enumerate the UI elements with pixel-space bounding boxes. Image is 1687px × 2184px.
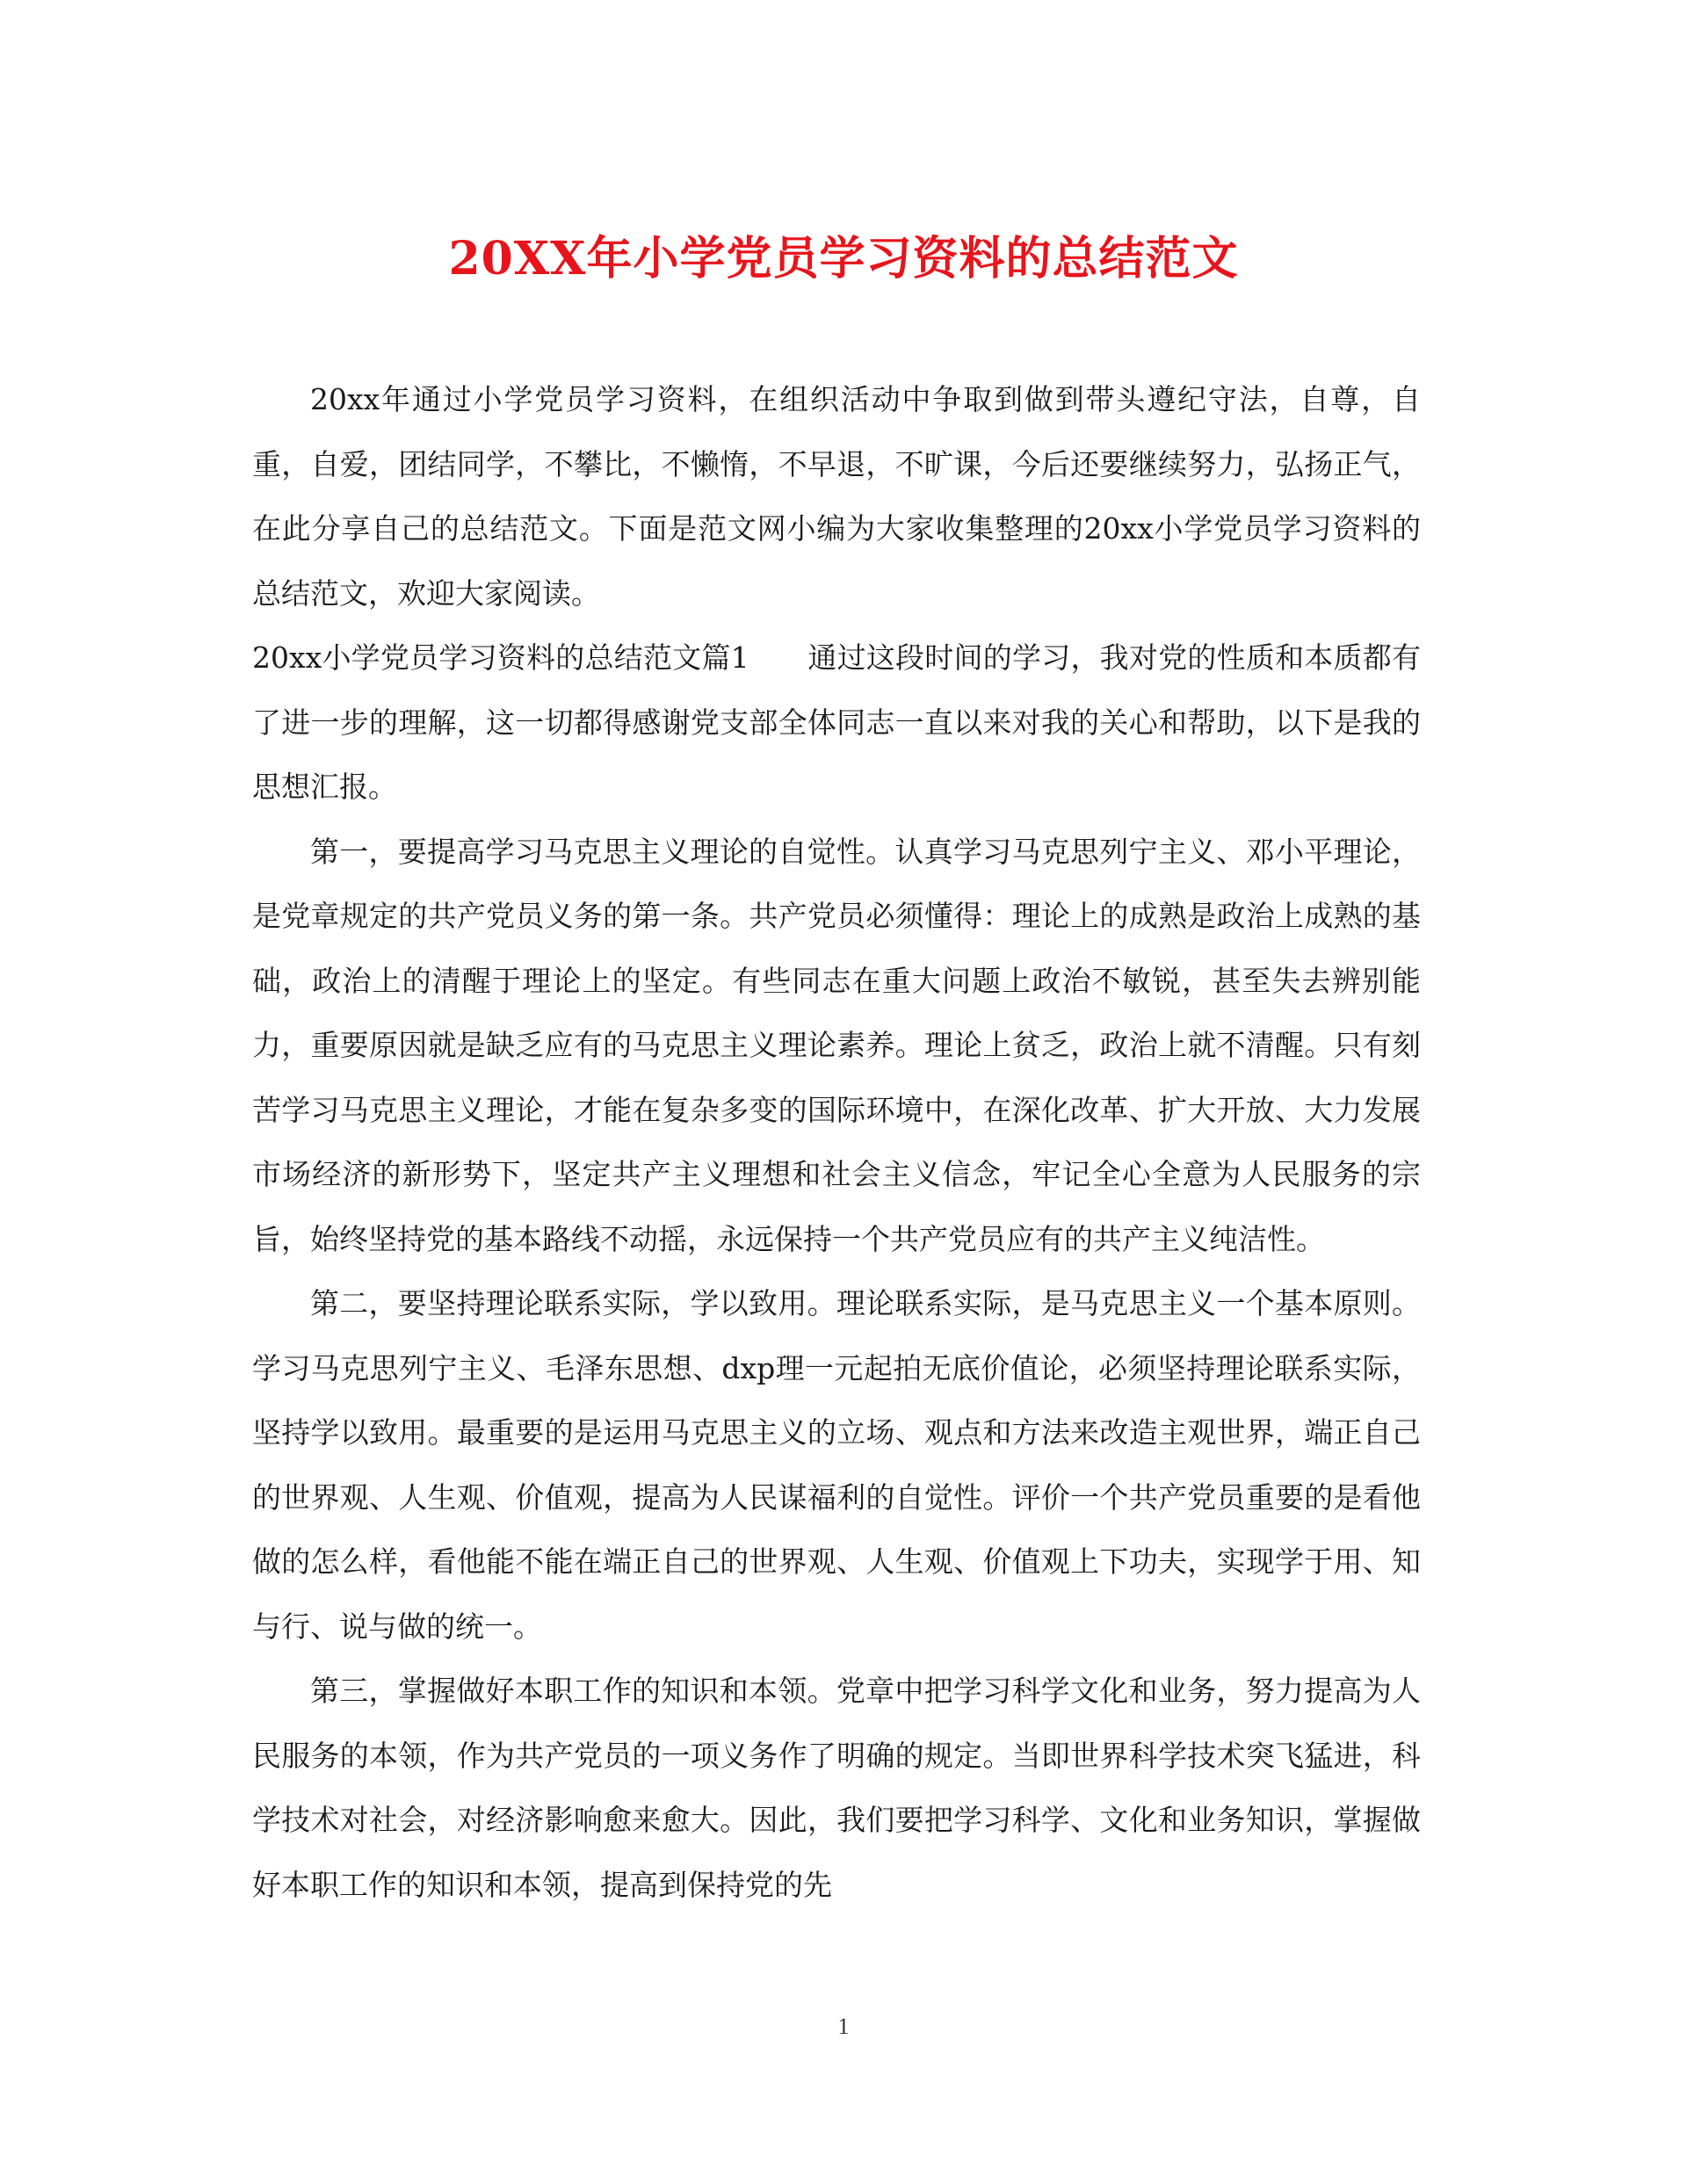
page-number: 1	[837, 2014, 850, 2039]
document-body	[252, 367, 1421, 1917]
paragraph-third-point: 第三，掌握做好本职工作的知识和本领。党章中把学习科学文化和业务，努力提高为人民服务的本领，作为共产党员的一项义务作了明确的规定。当即世界科学技术突飞猛进，科学技术对社会，对经济影响愈来愈大。因此，我们要把学习科学、文化和业务知识，掌握做好本职工作的知识和本领，提高到保持党的先	[252, 1674, 1421, 1902]
paragraph-first-point: 第一，要提高学习马克思主义理论的自觉性。认真学习马克思列宁主义、邓小平理论，是党章规定的共产党员义务的第一条。共产党员必须懂得：理论上的成熟是政治上成熟的基础，政治上的清醒于理论上的坚定。有些同志在重大问题上政治不敏锐，甚至失去辨别能力，重要原因就是缺乏应有的马克思主义理论素养。理论上贫乏，政治上就不清醒。只有刻苦学习马克思主义理论，才能在复杂多变的国际环境中，在深化改革、扩大开放、大力发展市场经济的新形势下，坚定共产主义理想和社会主义信念，牢记全心全意为人民服务的宗旨，始终坚持党的基本路线不动摇，永远保持一个共产党员应有的共产主义纯洁性。	[252, 834, 1421, 1256]
paragraph-intro: 20xx年通过小学党员学习资料，在组织活动中争取到做到带头遵纪守法，自尊，自重，自爱，团结同学，不攀比，不懒惰，不早退，不旷课，今后还要继续努力，弘扬正气，在此分享自己的总结范文。下面是范文网小编为大家收集整理的20xx小学党员学习资料的总结范文，欢迎大家阅读。	[252, 382, 1421, 611]
paragraph-second-point: 第二，要坚持理论联系实际，学以致用。理论联系实际，是马克思主义一个基本原则。学习马克思列宁主义、毛泽东思想、dxp理一元起拍无底价值论，必须坚持理论联系实际，坚持学以致用。最重要的是运用马克思主义的立场、观点和方法来改造主观世界，端正自己的世界观、人生观、价值观，提高为人民谋福利的自觉性。评价一个共产党员重要的是看他做的怎么样，看他能不能在端正自己的世界观、人生观、价值观上下功夫，实现学于用、知与行、说与做的统一。	[252, 1286, 1421, 1644]
document-title: 20XX年小学党员学习资料的总结范文	[448, 232, 1239, 286]
paragraph-section-heading: 20xx小学党员学习资料的总结范文篇1 通过这段时间的学习，我对党的性质和本质都有了进一步的理解，这一切都得感谢党支部全体同志一直以来对我的关心和帮助，以下是我的思想汇报。	[252, 640, 1421, 804]
